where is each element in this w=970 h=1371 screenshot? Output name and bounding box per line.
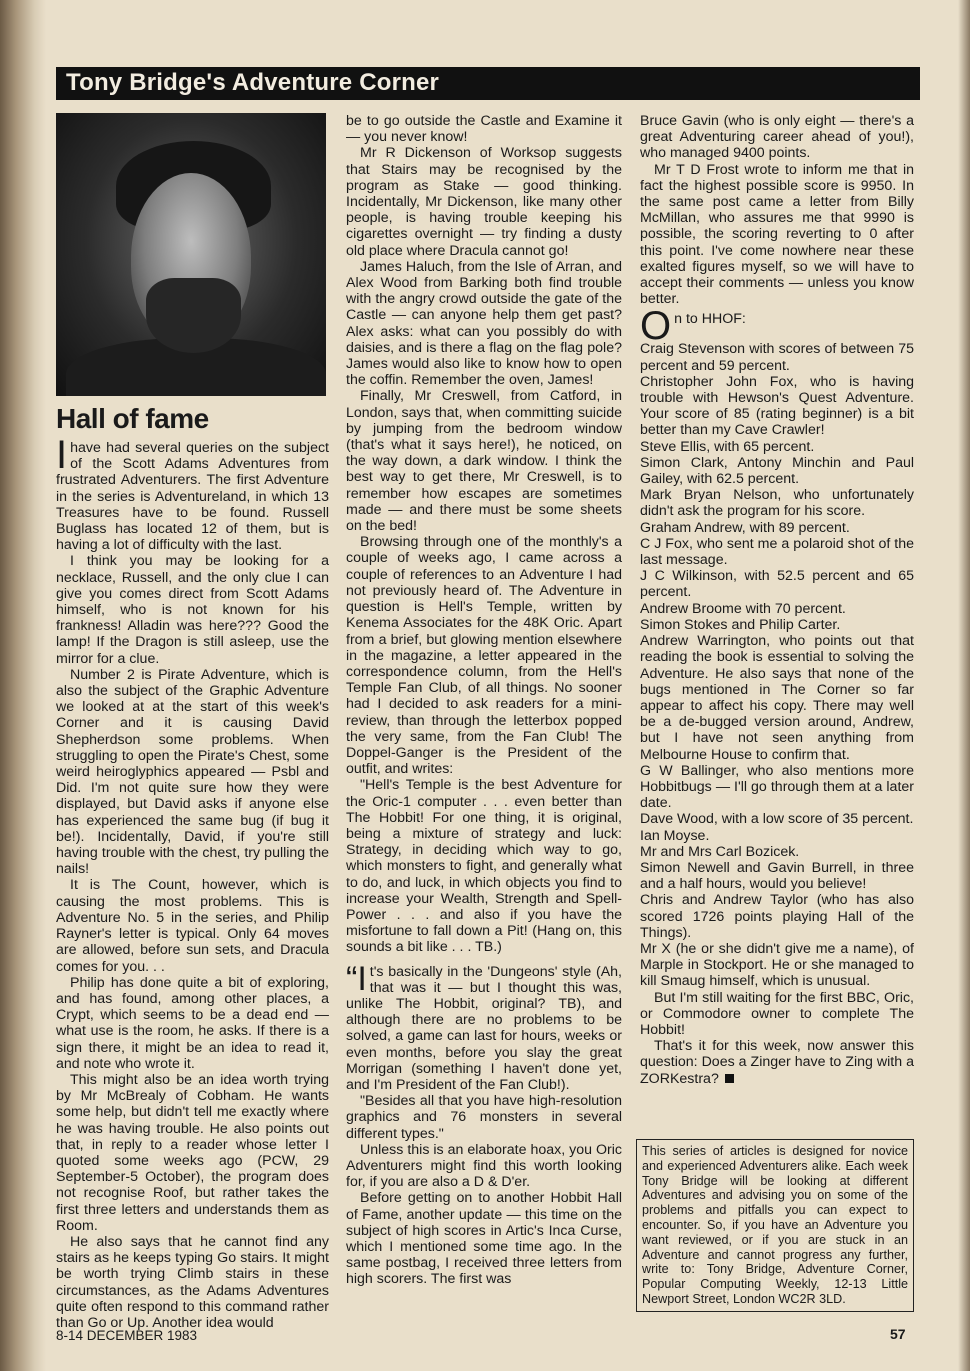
hhof-heading: On to HHOF: (640, 304, 746, 349)
quote-cap: “I (346, 959, 367, 998)
hhof-entry: Simon Newell and Gavin Burrell, in three and a half hours, would you believe! (640, 859, 914, 893)
paragraph: "Besides all that you have high-resolution graphics and 76 monsters in several different types." (346, 1093, 622, 1142)
drop-cap: I (56, 433, 68, 477)
section-banner: Tony Bridge's Adventure Corner (56, 67, 920, 100)
paragraph: Number 2 is Pirate Adventure, which is also the subject of the Graphic Adventure we looked at at the start of this week's Corner and it is causing David Shepherdson some problems. When struggling to open the Pirate's Chest, some weird heiroglyphics appeared — Psbl and Did. I'm not quite sure how they were displayed, but David asks if anyone else has experienced the same bug (if bug it be!). Incidentally, David, if you're still having trouble with the chest, try pulling the nails! (56, 666, 329, 878)
hhof-entry: Andrew Warrington, who points out that reading the book is essential to solving the Adventure. He also says that none of the bugs mentioned in The Corner so far appear to affect his copy. There may well be a de-bugged version around, Andrew, but I have not seen anything from Melbourne House to confirm that. (640, 633, 914, 763)
page-number: 57 (890, 1326, 906, 1342)
author-photo (56, 113, 326, 396)
paragraph: James Haluch, from the Isle of Arran, and Alex Wood from Barking both find trouble with the angry crowd outside the gate of the Castle — can anyone help them get past? Alex asks: what can you possibly do with daisies, and is there a flag on the flag pole? James would also like to know how to open the coffin. Remember the oven, James! (346, 258, 622, 389)
paragraph: Mr R Dickenson of Worksop suggests that Stairs may be recognised by the program as Stake — good thinking. Incidentally, Mr Dickenson, like many other people, is having trouble keeping his cigarettes overnight — try finding a dusty old place where Dracula cannot go! (346, 145, 622, 259)
hall-of-fame-list (640, 341, 914, 989)
paragraph: That's it for this week, now answer this question: Does a Zinger have to Zing with a ZORKestra? (640, 1038, 914, 1087)
info-box: This series of articles is designed for novice and experienced Adventurers alike. Each week Tony Bridge will be looking at different Adventures and advising you on some of the problems and pitfalls you can expect to encounter. So, if you have an Adventure you want reviewed, or if you are stuck in an Adventure and cannot progress any further, write to: Tony Bridge, Adventure Corner, Popular Computing Weekly, 12-13 Little Newport Street, London WC2R 3LD. (636, 1139, 914, 1312)
paragraph: Philip has done quite a bit of exploring, and has found, among other places, a Crypt, which seems to be a dead end — what use is the room, he asks. If there is a sign there, it might be an idea to read it, and note who wrote it. (56, 974, 329, 1072)
paragraph: be to go outside the Castle and Examine it — you never know! (346, 113, 622, 146)
hhof-entry: J C Wilkinson, with 52.5 percent and 65 percent. (640, 568, 914, 601)
page-edge (958, 0, 970, 1371)
hhof-entry: Christopher John Fox, who is having trouble with Hewson's Quest Adventure. Your score of 85 (rating beginner) is a bit better than my Cave Crawler! (640, 373, 914, 439)
footer-date: 8-14 DECEMBER 1983 (56, 1328, 198, 1343)
hhof-entry: Mr X (he or she didn't give me a name), of Marple in Stockport. He or she managed to kill Smaug himself, which is unusual. (640, 940, 914, 990)
hhof-entry: Simon Stokes and Philip Carter. (640, 616, 841, 633)
hhof-entry: Chris and Andrew Taylor (who has also scored 1726 points playing Hall of the Things). (640, 892, 914, 941)
hhof-entry: Simon Clark, Antony Minchin and Paul Gailey, with 62.5 percent. (640, 454, 914, 488)
paragraph: This might also be an idea worth trying by Mr McBrealy of Cobham. He wants some help, but didn't tell me exactly where he was having trouble. He also points out that, in reply to a reader whose letter I quoted some weeks ago (PCW, 29 September-5 October), the program does not recognise Roof, but rather takes the first three letters and understands them as Room. (56, 1071, 329, 1234)
paragraph: Mr T D Frost wrote to inform me that in fact the highest possible score is 9950. In the same post came a letter from Billy McMillan, who assures me that 9990 is possible, the scoring reverting to 0 after this point. I've come nowhere near these exalted figures myself, so we will have to accept their comments — unless you know better. (640, 161, 914, 308)
column-1 (56, 113, 329, 1331)
paragraph: “It's basically in the 'Dungeons' style (Ah, that was it — but I thought this was, unlike The Hobbit, original? TB), and although there are no problems to be solved, a game can last for hours, weeks or even months, before you slay the great Morrigan (something I haven't done yet, and I'm President of the Fan Club!). (346, 959, 622, 1093)
hhof-entry: Graham Andrew, with 89 percent. (640, 519, 850, 536)
paragraph: But I'm still waiting for the first BBC, Oric, or Commodore owner to complete The Hobbit! (640, 989, 914, 1038)
paragraph: He also says that he cannot find any stairs as he keeps typing Go stairs. It might be worth trying Climb stairs in these circumstances, as the Adams Adventures quite often respond to this command rather than Go or Up. Another idea would (56, 1233, 329, 1331)
hhof-entry: C J Fox, who sent me a polaroid shot of the last message. (640, 535, 914, 569)
hhof-entry: Steve Ellis, with 65 percent. (640, 438, 815, 455)
paragraph: Unless this is an elaborate hoax, you Oric Adventurers might find this worth looking for, if you are also a D & D'er. (346, 1141, 622, 1191)
hhof-entry: G W Ballinger, who also mentions more Hobbitbugs — I'll go through them at a later date. (640, 762, 914, 812)
article-headline: Hall of fame (56, 403, 209, 434)
paragraph: Before getting on to another Hobbit Hall of Fame, another update — this time on the subject of high scores in Artic's Inca Curse, which I mentioned some time ago. In the same postbag, I received three letters from high scorers. The first was (346, 1190, 622, 1288)
hhof-entry: Ian Moyse. (640, 827, 710, 844)
drop-cap: O (640, 304, 672, 349)
end-mark-icon (725, 1074, 734, 1083)
hhof-entry: Mr and Mrs Carl Bozicek. (640, 843, 800, 860)
paragraph: I think you may be looking for a necklace, Russell, and the only clue I can give you comes direct from Scott Adams himself, who is not known for his frankness! Alladin was here??? Good the lamp! If the Dragon is still asleep, use the mirror for a clue. (56, 553, 329, 667)
paragraph: Ihave had several queries on the subject of the Scott Adams Adventures from frustrated Adventurers. The first Adventure in the series is Adventureland, in which 13 Treasures have to be found. Russell Buglass has located 12 of them, but is having a lot of difficulty with the last. (56, 433, 329, 554)
column-2 (346, 113, 622, 1288)
paragraph: Finally, Mr Creswell, from Catford, in London, says that, when committing suicide by jumping from the bedroom window (that's what it says here!), he noticed, on the way down, a dark window. I think the best way to get there, Mr Creswell, is to remember how escapes are sometimes made — and there must be some sheets on the bed! (346, 388, 622, 535)
paragraph: "Hell's Temple is the best Adventure for the Oric-1 computer . . . even better than The Hobbit! For one thing, it is original, being a mixture of strategy and luck: Strategy, in deciding which way to go, which monsters to fight, and generally what to do, and luck, in which objects you find to increase your Wealth, Strength and Spell-Power . . . and also if you have the misfortune to fall down a Pit! (Hang on, this sounds a bit like . . . TB.) (346, 777, 622, 956)
paragraph: Bruce Gavin (who is only eight — there's a great Adventuring career ahead of you!), who managed 9400 points. (640, 113, 914, 162)
paragraph: It is The Count, however, which is causing the most problems. This is Adventure No. 5 in the series, and Philip Rayner's letter is typical. Only 64 moves are allowed, before sun sets, and Dracula comes for you. . . (56, 877, 329, 975)
page-spine-shadow (0, 0, 46, 1371)
hhof-entry: Craig Stevenson with scores of between 75 percent and 59 percent. (640, 341, 914, 374)
hhof-entry: Andrew Broome with 70 percent. (640, 600, 846, 617)
hhof-entry: Mark Bryan Nelson, who unfortunately didn't ask the program for his score. (640, 487, 914, 520)
paragraph: Browsing through one of the monthly's a couple of weeks ago, I came across a couple of references to an Adventure I had not previously heard of. The Adventure in question is Hell's Temple, written by Kenema Associates for the 48K Oric. Apart from a brief, but glowing mention elsewhere in the magazine, a letter appeared in the correspondence column, from the Hell's Temple Fan Club, of all things. No sooner had I decided to ask readers for a mini-review, than through the letterbox popped the very same, from the Fan Club! The Doppel-Ganger is the President of the outfit, and writes: (346, 534, 622, 778)
hhof-entry: Dave Wood, with a low score of 35 percent. (640, 811, 914, 828)
column-3 (640, 113, 914, 1087)
